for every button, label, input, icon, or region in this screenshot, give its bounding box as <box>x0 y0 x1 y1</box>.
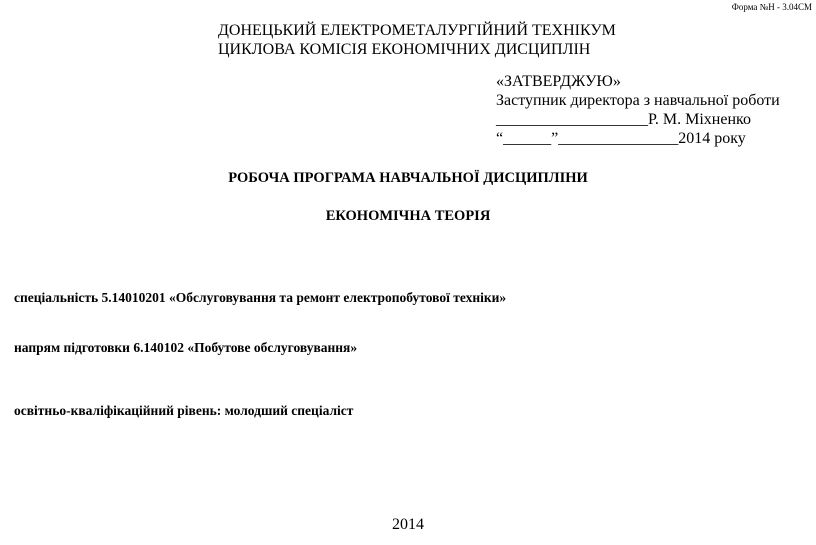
direction-field: напрям підготовки 6.140102 «Побутове обслуговування» <box>14 340 358 355</box>
approval-heading: «ЗАТВЕРДЖУЮ» <box>496 73 621 90</box>
approver-position: Заступник директора з навчальної роботи <box>496 92 780 109</box>
specialty-field: спеціальність 5.14010201 «Обслуговування та ремонт електропобутової техніки» <box>14 290 507 305</box>
signature-line: ___________________Р. М. Міхненко <box>496 111 751 128</box>
document-year: 2014 <box>392 516 424 533</box>
institution-name: ДОНЕЦЬКИЙ ЕЛЕКТРОМЕТАЛУРГІЙНИЙ ТЕХНІКУМ <box>218 22 616 39</box>
approval-block <box>496 72 780 148</box>
commission-name: ЦИКЛОВА КОМІСІЯ ЕКОНОМІЧНИХ ДИСЦИПЛІН <box>218 41 591 58</box>
form-code: Форма №Н - 3.04СМ <box>731 2 812 12</box>
institution-header <box>218 21 616 59</box>
document-title: РОБОЧА ПРОГРАМА НАВЧАЛЬНОЇ ДИСЦИПЛІНИ <box>228 170 588 186</box>
qualification-level-field: освітньо-кваліфікаційний рівень: молодший спеціаліст <box>14 403 354 418</box>
discipline-name: ЕКОНОМІЧНА ТЕОРІЯ <box>325 208 491 224</box>
approval-date-line: “______”_______________2014 року <box>496 130 746 147</box>
